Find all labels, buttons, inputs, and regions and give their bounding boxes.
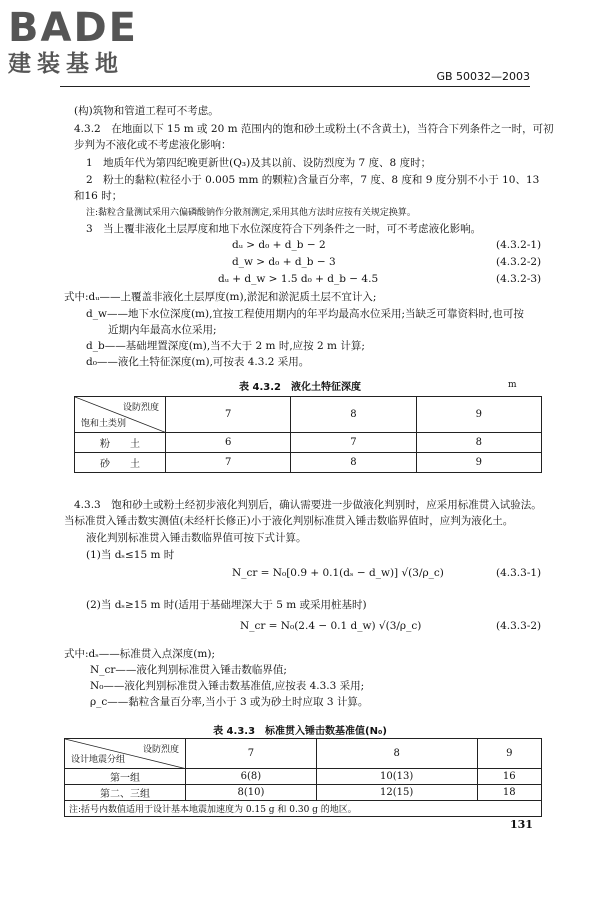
text-line: N_cr——液化判别标准贯入锤击数临界值; <box>90 664 287 676</box>
logo <box>8 6 138 78</box>
equation: d_w > d₀ + d_b − 3 <box>232 256 336 268</box>
text-line: d_w——地下水位深度(m),宜按工程使用期内的年平均最高水位采用;当缺乏可靠资料时,也可按 <box>86 308 524 320</box>
corner-top-label: 设防烈度 <box>122 403 159 413</box>
text-line: (2)当 dₛ≥15 m 时(适用于基础埋深大于 5 m 或采用桩基时) <box>86 599 367 611</box>
text-line: 式中:dᵤ——上覆盖非液化土层厚度(m),淤泥和淤泥质土层不宜计入; <box>64 291 377 303</box>
row-label: 粉 土 <box>75 433 166 453</box>
text-line: 4.3.3 饱和砂土或粉土经初步液化判别后，确认需要进一步做液化判别时，应采用标准贯入试验法。 <box>74 499 542 511</box>
text-line: 4.3.2 在地面以下 15 m 或 20 m 范围内的饱和砂土或粉土(不含黄土)，当符合下列条件之一时，可初 <box>74 123 554 135</box>
table-cell: 7 <box>166 453 291 473</box>
table-corner <box>75 397 166 433</box>
corner-bottom-label: 饱和土类别 <box>81 419 127 429</box>
equation-number: (4.3.3-2) <box>496 620 542 632</box>
logo-brand: BADE <box>8 5 138 51</box>
table-cell: 16 <box>477 769 541 785</box>
row-label: 砂 土 <box>75 453 166 473</box>
text-line: 2 粉土的黏粒(粒径小于 0.005 mm 的颗粒)含量百分率，7 度、8 度和 9 度分别不小于 10、13 <box>86 174 540 186</box>
text-line: 当标准贯入锤击数实测值(未经杆长修正)小于液化判别标准贯入锤击数临界值时，应判为液化土。 <box>64 515 514 527</box>
column-header: 8 <box>316 739 477 769</box>
text-line: N₀——液化判别标准贯入锤击数基准值,应按表 4.3.3 采用; <box>90 680 365 692</box>
text-line: 和16 时； <box>74 190 123 202</box>
equation-number: (4.3.2-3) <box>496 273 542 285</box>
text-line: 式中:dₛ——标准贯入点深度(m); <box>64 648 215 660</box>
equation-number: (4.3.3-1) <box>496 567 542 579</box>
table-liquefaction-depth <box>74 396 542 473</box>
table-cell: 9 <box>416 453 541 473</box>
text-line: ρ_c——黏粒含量百分率,当小于 3 或为砂土时应取 3 计算。 <box>90 696 369 708</box>
table-cell: 7 <box>291 433 416 453</box>
text-line: 3 当上覆非液化土层厚度和地下水位深度符合下列条件之一时，可不考虑液化影响。 <box>86 223 482 235</box>
text-line: 近期内年最高水位采用; <box>108 324 217 336</box>
text-line: d_b——基础埋置深度(m),当不大于 2 m 时,应按 2 m 计算; <box>86 340 365 352</box>
column-header: 8 <box>291 397 416 433</box>
header-rule <box>60 86 530 87</box>
table-cell: 10(13) <box>316 769 477 785</box>
table-cell: 18 <box>477 785 541 801</box>
standard-number: GB 50032—2003 <box>436 70 530 83</box>
equation-number: (4.3.2-1) <box>496 239 542 251</box>
column-header: 9 <box>416 397 541 433</box>
row-label: 第一组 <box>65 769 186 785</box>
table-spt-base-values <box>64 738 542 817</box>
table-cell: 8 <box>416 433 541 453</box>
text-line: 液化判别标准贯入锤击数临界值可按下式计算。 <box>86 532 307 544</box>
table-caption: 表 4.3.2 液化土特征深度 <box>239 382 361 393</box>
text-line: (构)筑物和管道工程可不考虑。 <box>74 105 219 117</box>
row-label: 第二、三组 <box>65 785 186 801</box>
table-unit: m <box>508 380 517 390</box>
table-note: 注:括号内数值适用于设计基本地震加速度为 0.15 g 和 0.30 g 的地区。 <box>65 801 542 817</box>
text-line: (1)当 dₛ≤15 m 时 <box>86 549 175 561</box>
table-cell: 6 <box>166 433 291 453</box>
table-corner <box>65 739 186 769</box>
equation: N_cr = N₀(2.4 − 0.1 d_w) √(3/ρ_c) <box>240 620 422 632</box>
equation: dᵤ + d_w > 1.5 d₀ + d_b − 4.5 <box>218 273 379 285</box>
equation: N_cr = N₀[0.9 + 0.1(dₛ − d_w)] √(3/ρ_c) <box>232 567 444 579</box>
text-line: d₀——液化土特征深度(m),可按表 4.3.2 采用。 <box>86 356 310 368</box>
table-caption: 表 4.3.3 标准贯入锤击数基准值(N₀) <box>213 726 387 737</box>
table-cell: 8 <box>291 453 416 473</box>
equation: dᵤ > d₀ + d_b − 2 <box>232 239 326 251</box>
page-number: 131 <box>510 818 533 831</box>
corner-bottom-label: 设计地震分组 <box>71 755 126 765</box>
text-line: 1 地质年代为第四纪晚更新世(Q₃)及其以前、设防烈度为 7 度、8 度时； <box>86 157 432 169</box>
column-header: 9 <box>477 739 541 769</box>
column-header: 7 <box>186 739 317 769</box>
table-cell: 8(10) <box>186 785 317 801</box>
note-line: 注:黏粒含量测试采用六偏磷酸钠作分散剂测定,采用其他方法时应按有关规定换算。 <box>86 208 416 218</box>
column-header: 7 <box>166 397 291 433</box>
text-line: 步判为不液化或不考虑液化影响： <box>74 139 232 151</box>
table-cell: 6(8) <box>186 769 317 785</box>
corner-top-label: 设防烈度 <box>142 745 179 755</box>
equation-number: (4.3.2-2) <box>496 256 542 268</box>
logo-subtitle: 建装基地 <box>8 51 124 77</box>
table-cell: 12(15) <box>316 785 477 801</box>
